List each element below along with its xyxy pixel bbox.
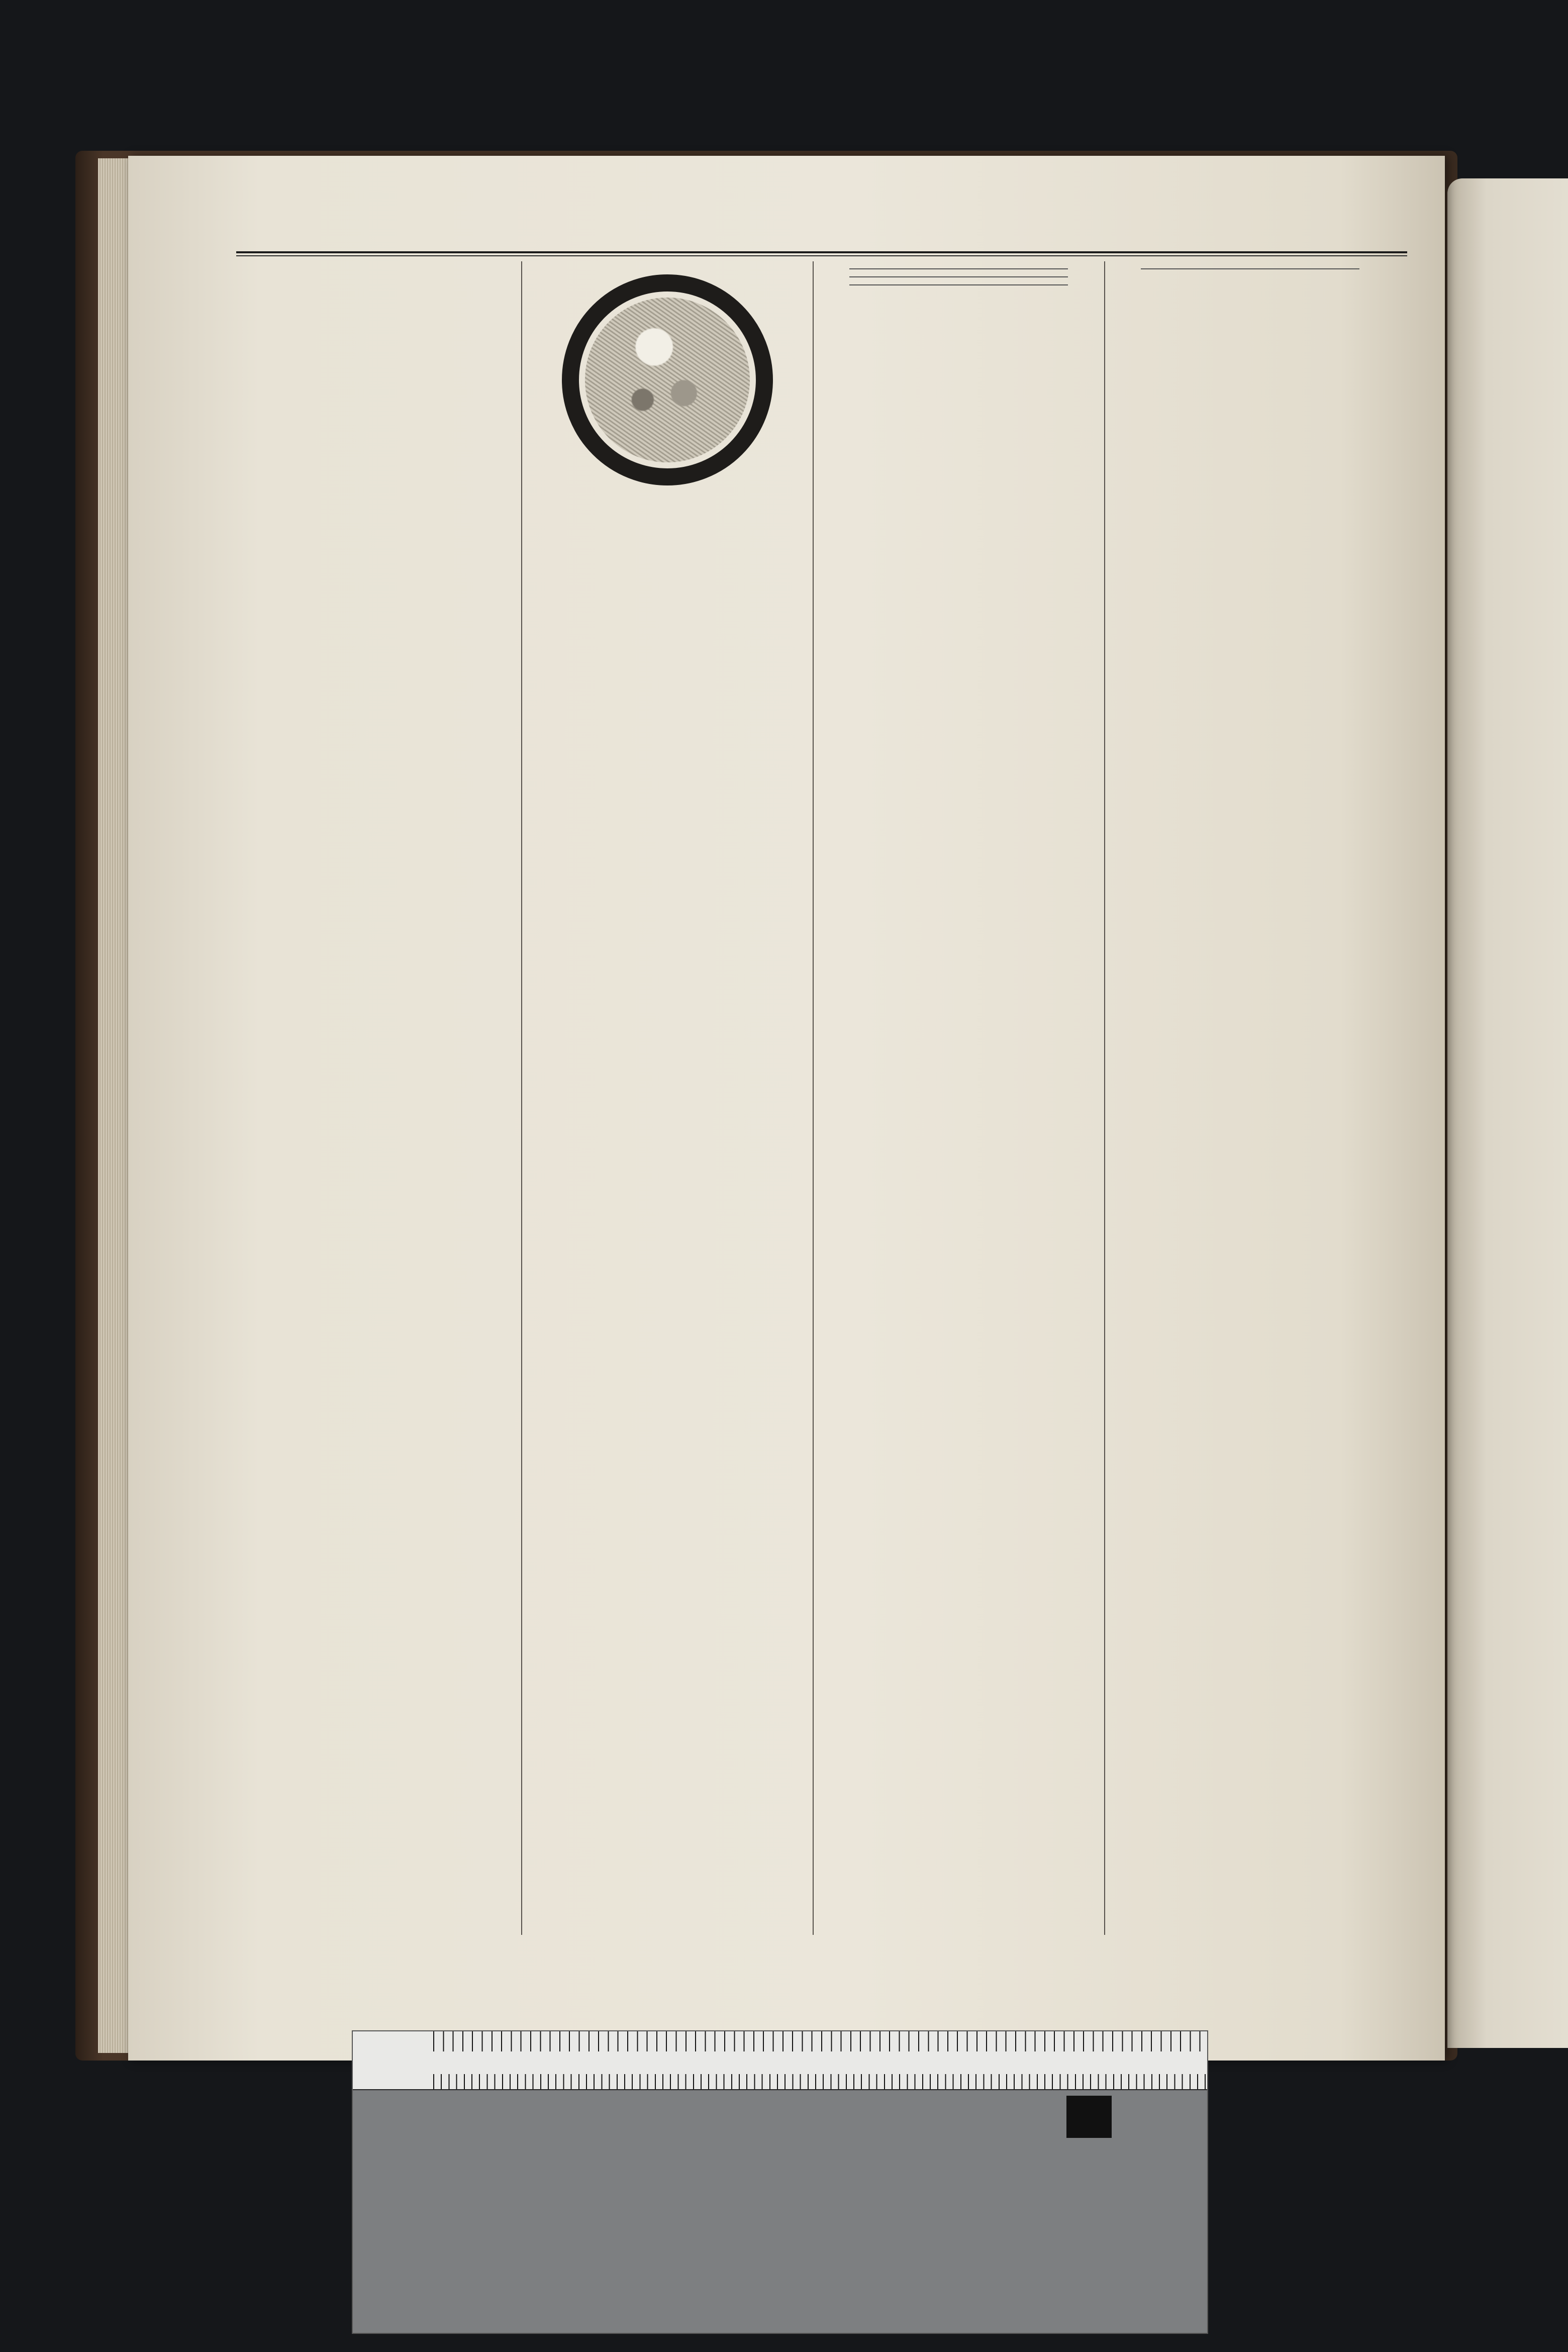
column-4 [1111, 261, 1390, 1935]
text-fragment [1490, 332, 1568, 347]
section-rule [849, 276, 1068, 277]
text-fragment [1490, 347, 1568, 362]
danes-picta-logo [1066, 2096, 1112, 2138]
text-fragment [1490, 487, 1568, 503]
text-fragment [1490, 392, 1568, 407]
text-fragment [1490, 317, 1568, 332]
text-fragment [1490, 302, 1568, 317]
ruler [353, 2031, 1207, 2090]
swatch-labels [353, 2139, 1207, 2158]
text-fragment [1490, 518, 1568, 533]
swatch-row-light [353, 2163, 1207, 2246]
right-page-title [1490, 432, 1568, 447]
colour-chart [352, 2030, 1208, 2334]
text-fragment [1490, 377, 1568, 392]
text-fragment [1490, 533, 1568, 548]
cm-ticks [433, 2074, 1207, 2089]
column-divider [813, 261, 814, 1935]
section-rule [849, 268, 1068, 269]
page-header [236, 211, 1407, 253]
header-rule [236, 255, 1407, 256]
swatch-row-dark [353, 2248, 1207, 2331]
moon-engraving [562, 274, 773, 485]
section-rule [1141, 268, 1359, 269]
column-divider [1104, 261, 1105, 1935]
text-fragment [1490, 407, 1568, 422]
text-fragment [1490, 548, 1568, 563]
text-fragment [1490, 503, 1568, 518]
section-rule [849, 284, 1068, 285]
column-3 [819, 261, 1098, 1935]
column-divider [521, 261, 522, 1935]
column-2 [528, 261, 807, 1935]
text-fragment [1490, 457, 1568, 472]
text-fragment [1490, 271, 1568, 286]
moon-illustration [585, 298, 750, 462]
column-1 [236, 261, 515, 1935]
right-page-text [1490, 271, 1568, 1930]
text-fragment [1490, 362, 1568, 377]
text-fragment [1490, 286, 1568, 302]
text-fragment [1490, 472, 1568, 487]
inch-ticks [433, 2031, 1207, 2051]
